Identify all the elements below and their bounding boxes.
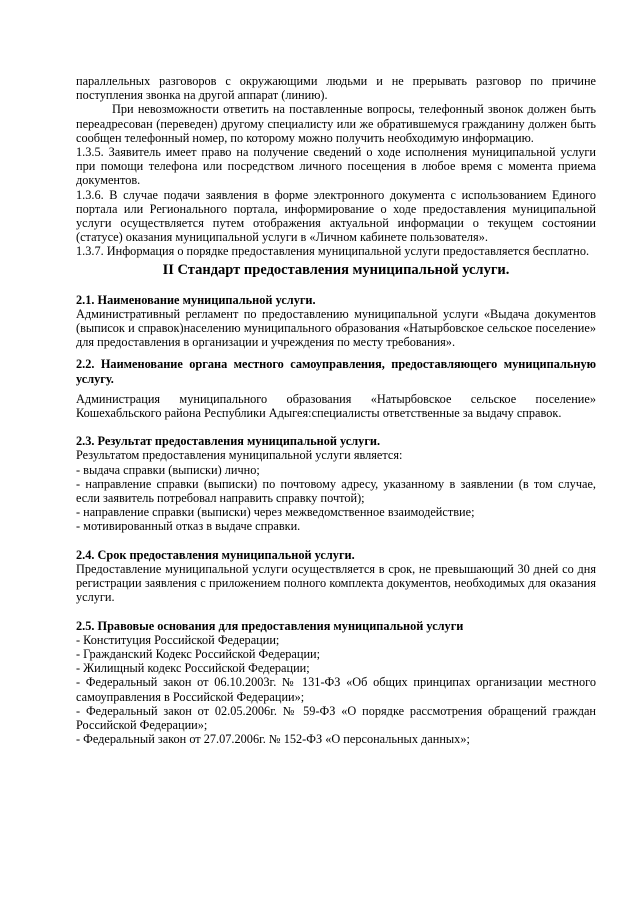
section-2-4	[76, 548, 596, 605]
section-2-5-list	[76, 633, 596, 747]
clause-1-3-5: 1.3.5. Заявитель имеет право на получение сведений о ходе исполнения муниципальной услуги при помощи телефона или посредством личного посещения в любое время с момента приема документов.	[76, 145, 596, 188]
section-2-3	[76, 434, 596, 533]
section-2-2-text: Администрация муниципального образования «Натырбовское сельское поселение» Кошехабльского района Республики Адыгея:специалисты ответственные за выдачу справок.	[76, 391, 596, 421]
clause-1-3-7: 1.3.7. Информация о порядке предоставления муниципальной услуги предоставляется бесплатно.	[76, 244, 590, 259]
list-item: - выдача справки (выписки) лично;	[76, 462, 260, 477]
section-2-3-heading: 2.3. Результат предоставления муниципальной услуги.	[76, 434, 381, 449]
section-2-4-text: Предоставление муниципальной услуги осуществляется в срок, не превышающий 30 дней со дня регистрации заявления с приложением полного комплекта документов, необходимых для оказания услуги.	[76, 561, 596, 605]
section-title: II Стандарт предоставления муниципальной услуги.	[162, 261, 510, 278]
list-item: - Жилищный кодекс Российской Федерации;	[76, 661, 310, 676]
list-item: - Федеральный закон от 06.10.2003г. № 131-ФЗ «Об общих принципах организации местного самоуправления в Российской Федерации»;	[76, 675, 596, 704]
list-item: - Федеральный закон от 02.05.2006г. № 59-ФЗ «О порядке рассмотрения обращений граждан Российской Федерации»;	[76, 703, 596, 732]
section-2-5-heading: 2.5. Правовые основания для предоставления муниципальной услуги	[76, 618, 464, 633]
list-item: - Конституция Российской Федерации;	[76, 632, 280, 647]
section-2-3-lead: Результатом предоставления муниципальной услуги является:	[76, 448, 403, 463]
section-2-1	[76, 293, 596, 350]
section-2-3-list	[76, 463, 596, 534]
list-item: - направление справки (выписки) через межведомственное взаимодействие;	[76, 505, 475, 520]
section-2-2-heading: 2.2. Наименование органа местного самоуправления, предоставляющего муниципальную услугу.	[76, 357, 596, 386]
section-2-2	[76, 357, 596, 420]
section-2-5	[76, 619, 596, 747]
list-item: - Федеральный закон от 27.07.2006г. № 152-ФЗ «О персональных данных»;	[76, 732, 470, 747]
list-item: - Гражданский Кодекс Российской Федерации;	[76, 646, 321, 661]
list-item: - мотивированный отказ в выдаче справки.	[76, 519, 301, 534]
section-2-1-heading: 2.1. Наименование муниципальной услуги.	[76, 292, 316, 307]
intro-paragraph-2: При невозможности ответить на поставленные вопросы, телефонный звонок должен быть переадресован (переведен) другому специалисту или же обратившемуся гражданину должен быть сообщен телефонный номер, по которому можно получить необходимую информацию.	[76, 102, 596, 145]
list-item: - направление справки (выписки) по почтовому адресу, указанному в заявлении (в том случае, если заявитель потребовал направить справку почтой);	[76, 476, 596, 506]
section-2-1-text: Административный регламент по предоставлению муниципальной услуги «Выдача документов (выписок и справок)населению муниципального образования «Натырбовское сельское поселение» для предоставления в организации и учреждения по месту требования».	[76, 306, 596, 350]
section-2-4-heading: 2.4. Срок предоставления муниципальной услуги.	[76, 547, 355, 562]
intro-paragraph-1: параллельных разговоров с окружающими людьми и не прерывать разговор по причине поступления звонка на другой аппарат (линию).	[76, 74, 596, 103]
clause-1-3-6: 1.3.6. В случае подачи заявления в форме электронного документа с использованием Единого портала или Регионального портала, информирование о ходе предоставления муниципальной услуги осуществляется путем отображения актуальной информации о текущем состоянии (статусе) оказания муниципальной услуги в «Личном кабинете пользователя».	[76, 187, 596, 245]
